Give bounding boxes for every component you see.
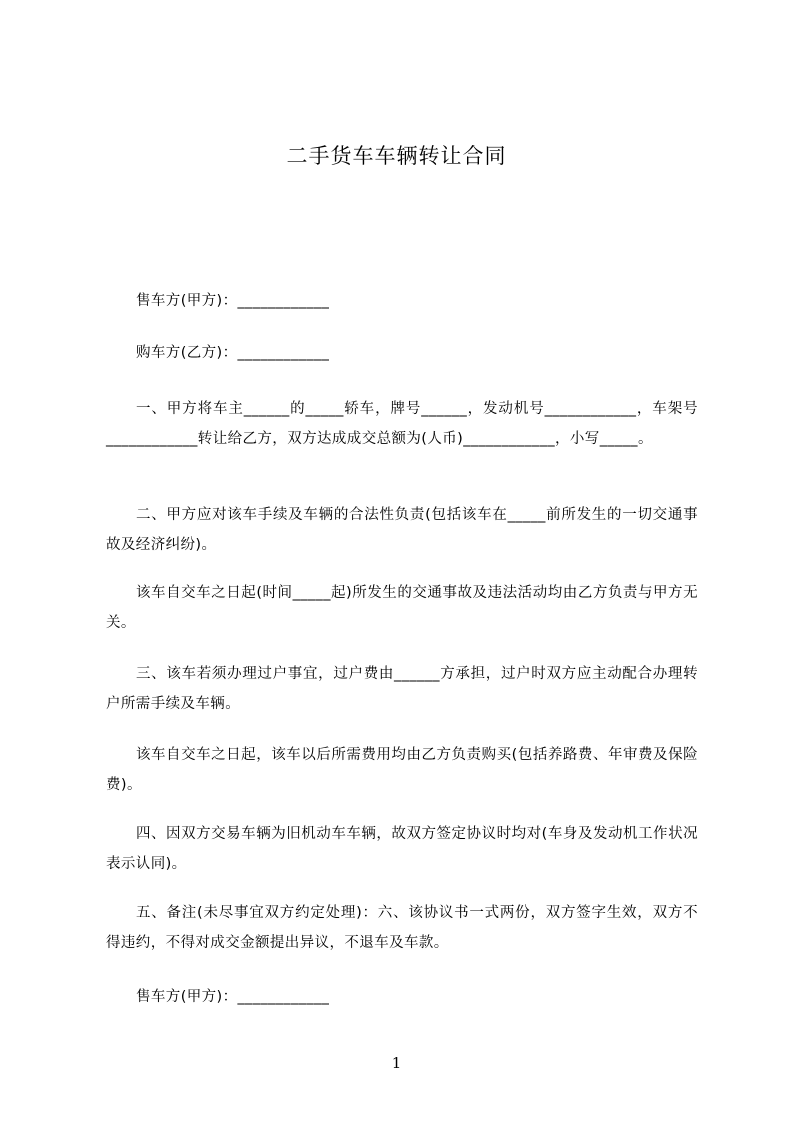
clause-2-supplement: 该车自交车之日起(时间_____起)所发生的交通事故及违法活动均由乙方负责与甲方无关。 bbox=[106, 585, 698, 631]
clause-3: 三、该车若须办理过户事宜，过户费由______方承担，过户时双方应主动配合办理转户所需手续及车辆。 bbox=[106, 666, 698, 712]
document-title: 二手货车车辆转让合同 bbox=[286, 144, 507, 168]
seller-party-line: 售车方(甲方)：____________ bbox=[136, 293, 330, 309]
seller-signature-line: 售车方(甲方)：____________ bbox=[136, 989, 330, 1005]
clause-4: 四、因双方交易车辆为旧机动车车辆，故双方签定协议时均对(车身及发动机工作状况表示认同)。 bbox=[106, 826, 698, 872]
clause-1: 一、甲方将车主______的_____轿车，牌号______，发动机号____________，车架号____________转让给乙方，双方达成成交总额为(人币)____________，小写_____。 bbox=[106, 401, 698, 447]
clause-3-supplement: 该车自交车之日起，该车以后所需费用均由乙方负责购买(包括养路费、年审费及保险费)。 bbox=[106, 747, 698, 793]
page-number: 1 bbox=[391, 1054, 402, 1072]
buyer-party-line: 购车方(乙方)：____________ bbox=[136, 345, 330, 361]
clause-5: 五、备注(未尽事宜双方约定处理)：六、该协议书一式两份，双方签字生效，双方不得违约，不得对成交金额提出异议，不退车及车款。 bbox=[106, 905, 698, 951]
clause-2: 二、甲方应对该车手续及车辆的合法性负责(包括该车在_____前所发生的一切交通事故及经济纠纷)。 bbox=[106, 507, 698, 553]
